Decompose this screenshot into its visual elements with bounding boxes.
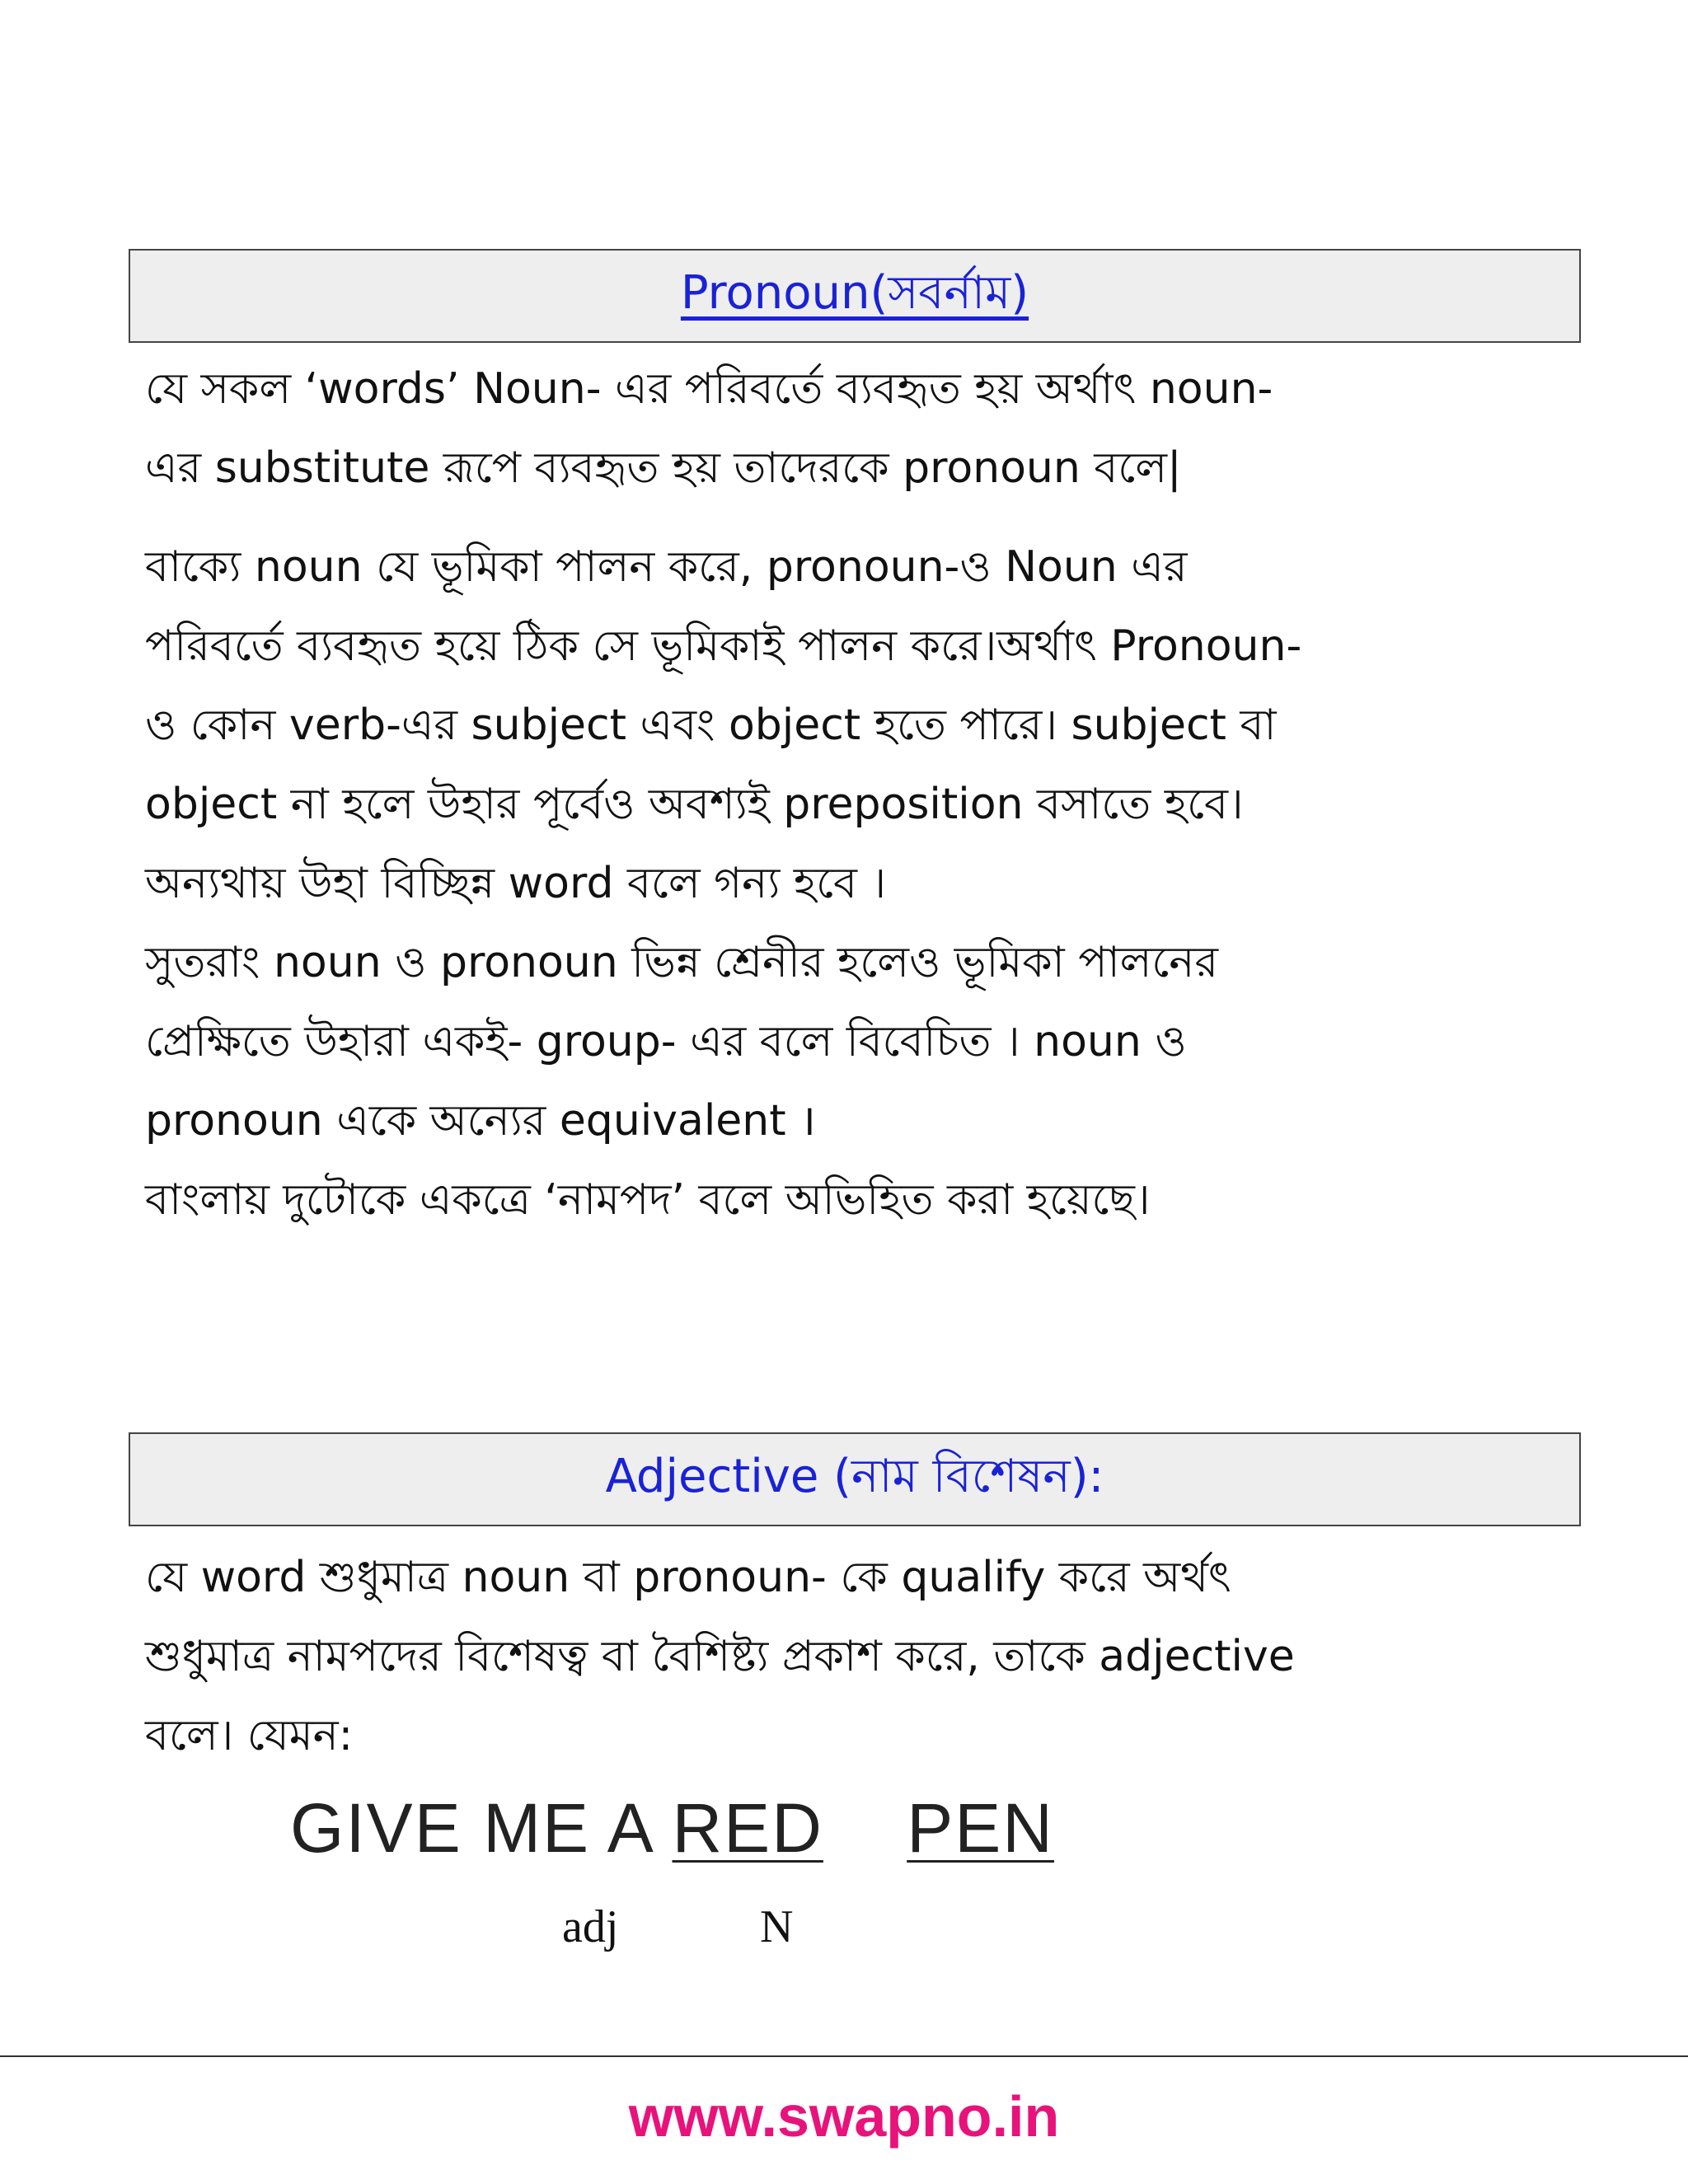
pronoun-role-line: বাক্যে noun যে ভূমিকা পালন করে, pronoun-ও Noun এর (145, 542, 1188, 592)
footer-website-link[interactable]: www.swapno.in (628, 2084, 1060, 2149)
pronoun-equivalence-paragraph (145, 923, 1563, 1160)
adjective-example-sentence (290, 1788, 1054, 1868)
pronoun-heading-box (129, 249, 1581, 343)
pronoun-equivalence-line: প্রেক্ষিতে উহারা একই- group- এর বলে বিবেচিত । noun ও (145, 1017, 1187, 1066)
pronoun-definition (145, 349, 1563, 508)
example-noun-word: PEN (907, 1789, 1054, 1867)
pronoun-role-line: পরিবর্তে ব্যবহৃত হয়ে ঠিক সে ভূমিকাই পালন করে।অর্থাৎ Pronoun- (145, 621, 1302, 671)
pronoun-role-line: object না হলে উহার পূর্বেও অবশ্যই preposition বসাতে হবে। (145, 780, 1244, 829)
noun-tag: N (760, 1901, 794, 1952)
pronoun-bangla-note: বাংলায় দুটোকে একত্রে ‘নামপদ’ বলে অভিহিত করা হয়েছে। (145, 1175, 1151, 1225)
pronoun-equivalence-line: সুতরাং noun ও pronoun ভিন্ন শ্রেনীর হলেও ভূমিকা পালনের (145, 938, 1218, 987)
adjective-heading-box (129, 1432, 1581, 1526)
pronoun-role-line: ও কোন verb-এর subject এবং object হতে পারে। subject বা (145, 701, 1277, 750)
pronoun-heading: Pronoun(সবর্নাম) (680, 266, 1029, 320)
pronoun-definition-line: এর substitute রূপে ব্যবহৃত হয় তাদেরকে pronoun বলে| (145, 443, 1182, 493)
adjective-definition-line: বলে। যেমন: (145, 1711, 354, 1760)
footer-divider (0, 2055, 1688, 2057)
adjective-definition-line: যে word শুধুমাত্র noun বা pronoun- কে qualify করে অর্থৎ (145, 1553, 1231, 1602)
adjective-tag: adj (562, 1901, 619, 1952)
pronoun-role-paragraph (145, 527, 1563, 923)
example-prefix: GIVE ME A (290, 1789, 673, 1867)
example-adjective-word: RED (672, 1789, 823, 1867)
adjective-definition-line: শুধুমাত্র নামপদের বিশেষত্ব বা বৈশিষ্ট্য প্রকাশ করে, তাকে adjective (145, 1632, 1295, 1681)
adjective-heading: Adjective (নাম বিশেষন): (605, 1450, 1104, 1503)
adjective-definition (145, 1538, 1563, 1775)
pronoun-role-line: অন্যথায় উহা বিচ্ছিন্ন word বলে গন্য হবে । (145, 859, 887, 908)
pronoun-definition-line: যে সকল ‘words’ Noun- এর পরিবর্তে ব্যবহৃত হয় অর্থাৎ noun- (145, 364, 1273, 414)
pronoun-equivalence-line: pronoun একে অন্যের equivalent । (145, 1096, 816, 1146)
